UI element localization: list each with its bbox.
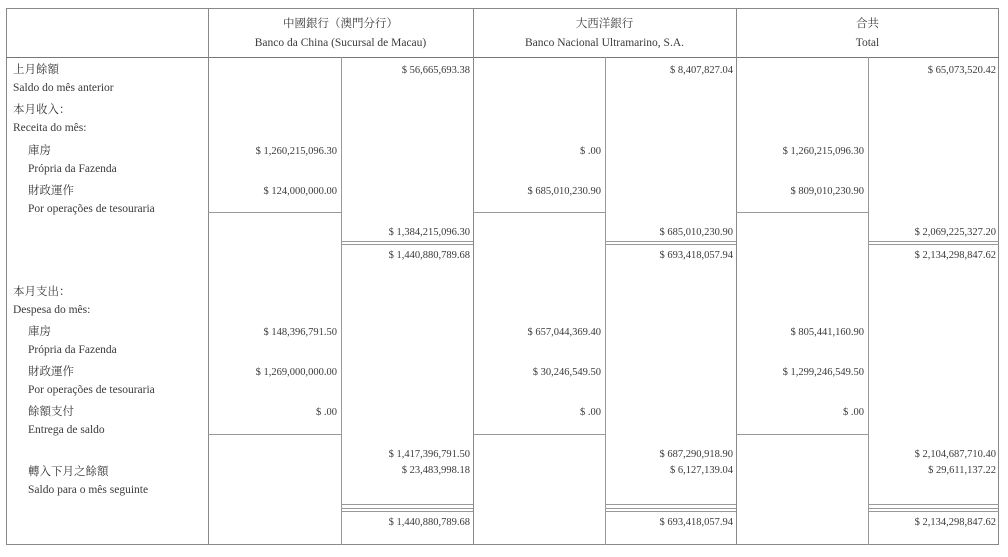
rule: [208, 434, 341, 435]
bank2-header-pt: Banco Nacional Ultramarino, S.A.: [524, 37, 685, 49]
rule: [473, 434, 605, 435]
col-divider-label: [208, 8, 209, 545]
rule: [868, 504, 999, 505]
rec-treasury-total: $ 809,010,230.90: [790, 186, 864, 197]
carry-bank1: $ 23,483,998.18: [401, 465, 470, 476]
table-frame: [6, 8, 999, 545]
carry-bank2: $ 6,127,139.04: [670, 465, 733, 476]
rec-total-total: $ 2,134,298,847.62: [914, 250, 996, 261]
rule: [736, 434, 868, 435]
exp-treasury-bank1: $ 1,269,000,000.00: [255, 367, 337, 378]
total-header-pt: Total: [855, 37, 880, 49]
rule: [208, 212, 341, 213]
balance-pay-label-pt: Entrega de saldo: [28, 424, 105, 436]
double-rule: [605, 508, 736, 512]
col-divider-bank2: [736, 8, 737, 545]
rec-own-label-zh: 庫房: [28, 145, 51, 157]
rec-treasury-bank1: $ 124,000,000.00: [263, 186, 337, 197]
receipts-label-zh: 本月收入：: [13, 104, 71, 116]
double-rule: [341, 508, 473, 512]
exp-balance-bank2: $ .00: [580, 407, 601, 418]
rec-subtotal-bank1: $ 1,384,215,096.30: [388, 227, 470, 238]
exp-own-label-zh: 庫房: [28, 326, 51, 338]
bank1-header-zh: 中國銀行（澳門分行）: [283, 18, 398, 30]
col-divider-bank1: [473, 8, 474, 545]
exp-treasury-bank2: $ 30,246,549.50: [532, 367, 601, 378]
exp-own-bank2: $ 657,044,369.40: [527, 327, 601, 338]
rec-treasury-bank2: $ 685,010,230.90: [527, 186, 601, 197]
final-total-total: $ 2,134,298,847.62: [914, 517, 996, 528]
bank1-header-pt: Banco da China (Sucursal de Macau): [254, 37, 427, 49]
exp-treasury-label-zh: 財政運作: [28, 366, 74, 378]
rec-subtotal-total: $ 2,069,225,327.20: [914, 227, 996, 238]
rec-total-bank2: $ 693,418,057.94: [659, 250, 733, 261]
rec-own-total: $ 1,260,215,096.30: [782, 146, 864, 157]
exp-balance-total: $ .00: [843, 407, 864, 418]
carry-label-pt: Saldo para o mês seguinte: [28, 484, 149, 496]
carry-label-zh: 轉入下月之餘額: [28, 466, 109, 478]
rule: [736, 212, 868, 213]
exp-subtotal-bank2: $ 687,290,918.90: [659, 449, 733, 460]
rec-subtotal-bank2: $ 685,010,230.90: [659, 227, 733, 238]
opening-bank1: $ 56,665,693.38: [401, 65, 470, 76]
total-header-zh: 合共: [856, 18, 879, 30]
exp-own-total: $ 805,441,160.90: [790, 327, 864, 338]
rec-own-bank1: $ 1,260,215,096.30: [255, 146, 337, 157]
header-divider: [6, 57, 999, 58]
rec-own-bank2: $ .00: [580, 146, 601, 157]
exp-balance-bank1: $ .00: [316, 407, 337, 418]
carry-total: $ 29,611,137.22: [928, 465, 996, 476]
rule: [473, 212, 605, 213]
rule: [605, 504, 736, 505]
expenses-label-zh: 本月支出：: [13, 286, 71, 298]
final-total-bank1: $ 1,440,880,789.68: [388, 517, 470, 528]
opening-total: $ 65,073,520.42: [927, 65, 996, 76]
opening-bank2: $ 8,407,827.04: [670, 65, 733, 76]
rec-total-bank1: $ 1,440,880,789.68: [388, 250, 470, 261]
double-rule: [868, 241, 999, 245]
expenses-label-pt: Despesa do mês:: [13, 304, 91, 316]
rec-treasury-label-zh: 財政運作: [28, 185, 74, 197]
receipts-label-pt: Receita do mês:: [13, 122, 87, 134]
rec-treasury-label-pt: Por operações de tesouraria: [28, 203, 155, 215]
exp-treasury-label-pt: Por operações de tesouraria: [28, 384, 155, 396]
exp-own-label-pt: Própria da Fazenda: [28, 344, 117, 356]
exp-own-bank1: $ 148,396,791.50: [263, 327, 337, 338]
opening-label-pt: Saldo do mês anterior: [13, 82, 114, 94]
exp-treasury-total: $ 1,299,246,549.50: [782, 367, 864, 378]
double-rule: [605, 241, 736, 245]
double-rule: [341, 241, 473, 245]
rec-own-label-pt: Própria da Fazenda: [28, 163, 117, 175]
double-rule: [868, 508, 999, 512]
final-total-bank2: $ 693,418,057.94: [659, 517, 733, 528]
opening-label-zh: 上月餘額: [13, 64, 59, 76]
exp-subtotal-bank1: $ 1,417,396,791.50: [388, 449, 470, 460]
balance-pay-label-zh: 餘額支付: [28, 406, 74, 418]
bank2-header-zh: 大西洋銀行: [575, 18, 634, 30]
rule: [341, 504, 473, 505]
exp-subtotal-total: $ 2,104,687,710.40: [914, 449, 996, 460]
